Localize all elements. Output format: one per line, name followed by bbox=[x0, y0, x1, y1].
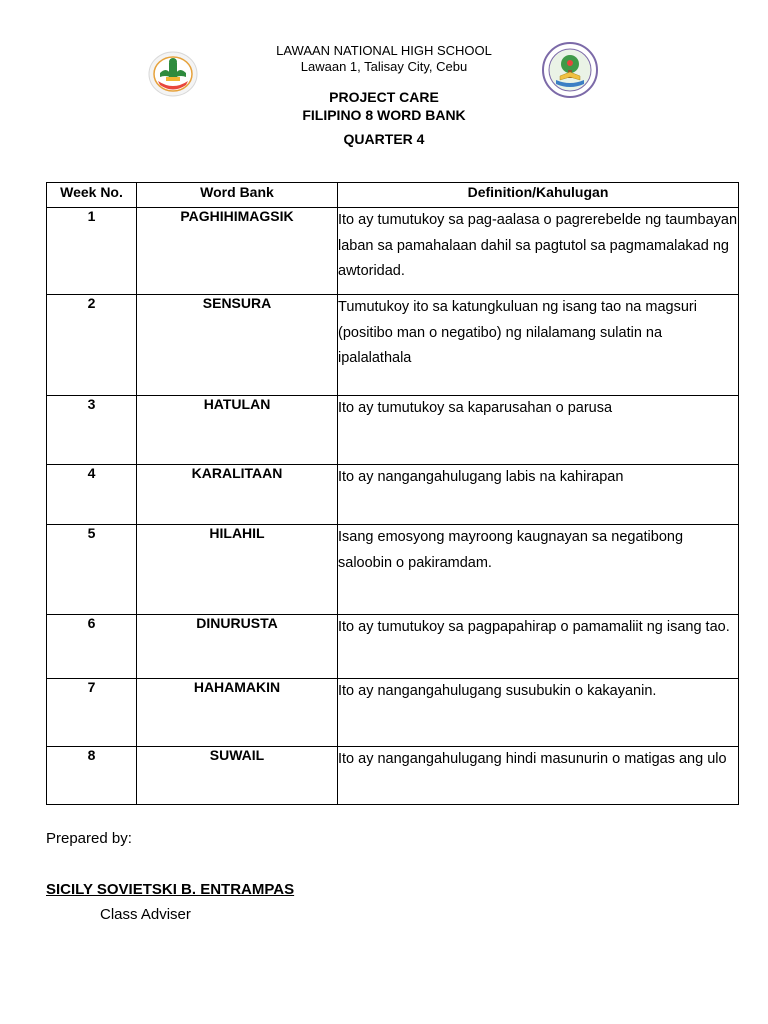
word-term: HATULAN bbox=[137, 396, 338, 465]
subject-title: FILIPINO 8 WORD BANK bbox=[302, 107, 466, 123]
word-term: HILAHIL bbox=[137, 525, 338, 615]
table-row bbox=[47, 615, 739, 679]
week-number: 8 bbox=[47, 747, 137, 805]
table-row bbox=[47, 208, 739, 295]
week-number: 3 bbox=[47, 396, 137, 465]
school-name: LAWAAN NATIONAL HIGH SCHOOL bbox=[276, 43, 492, 58]
word-definition: Ito ay tumutukoy sa pag-aalasa o pagrerebelde ng taumbayan laban sa pamahalaan dahil sa pagtutol sa pagmamalakad ng awtoridad. bbox=[338, 208, 739, 295]
week-number: 5 bbox=[47, 525, 137, 615]
column-header-word: Word Bank bbox=[137, 183, 338, 208]
prepared-by-label: Prepared by: bbox=[46, 830, 132, 847]
week-number: 4 bbox=[47, 465, 137, 525]
word-term: DINURUSTA bbox=[137, 615, 338, 679]
table-row bbox=[47, 396, 739, 465]
table-row bbox=[47, 747, 739, 805]
table-row bbox=[47, 465, 739, 525]
adviser-role: Class Adviser bbox=[100, 906, 191, 923]
table-row bbox=[47, 525, 739, 615]
word-definition: Ito ay tumutukoy sa pagpapahirap o pamamaliit ng isang tao. bbox=[338, 615, 739, 679]
project-title: PROJECT CARE bbox=[329, 89, 439, 105]
table-row bbox=[47, 679, 739, 747]
column-header-week: Week No. bbox=[47, 183, 137, 208]
week-number: 2 bbox=[47, 295, 137, 396]
word-definition: Isang emosyong mayroong kaugnayan sa negatibong saloobin o pakiramdam. bbox=[338, 525, 739, 615]
word-term: SENSURA bbox=[137, 295, 338, 396]
word-term: HAHAMAKIN bbox=[137, 679, 338, 747]
word-definition: Ito ay tumutukoy sa kaparusahan o parusa bbox=[338, 396, 739, 465]
word-term: SUWAIL bbox=[137, 747, 338, 805]
column-header-definition: Definition/Kahulugan bbox=[338, 183, 739, 208]
week-number: 7 bbox=[47, 679, 137, 747]
adviser-name: SICILY SOVIETSKI B. ENTRAMPAS bbox=[46, 881, 295, 898]
word-bank-table bbox=[46, 182, 739, 805]
word-term: KARALITAAN bbox=[137, 465, 338, 525]
week-number: 1 bbox=[47, 208, 137, 295]
table-row bbox=[47, 295, 739, 396]
word-definition: Ito ay nangangahulugang hindi masunurin o matigas ang ulo bbox=[338, 747, 739, 805]
quarter-title: QUARTER 4 bbox=[343, 131, 425, 147]
table-header-row bbox=[47, 183, 739, 208]
word-definition: Ito ay nangangahulugang labis na kahirapan bbox=[338, 465, 739, 525]
word-definition: Tumutukoy ito sa katungkuluan ng isang tao na magsuri (positibo man o negatibo) ng nilalamang sulatin na ipalalathala bbox=[338, 295, 739, 396]
word-definition: Ito ay nangangahulugang susubukin o kakayanin. bbox=[338, 679, 739, 747]
school-address: Lawaan 1, Talisay City, Cebu bbox=[300, 59, 468, 74]
word-term: PAGHIHIMAGSIK bbox=[137, 208, 338, 295]
week-number: 6 bbox=[47, 615, 137, 679]
